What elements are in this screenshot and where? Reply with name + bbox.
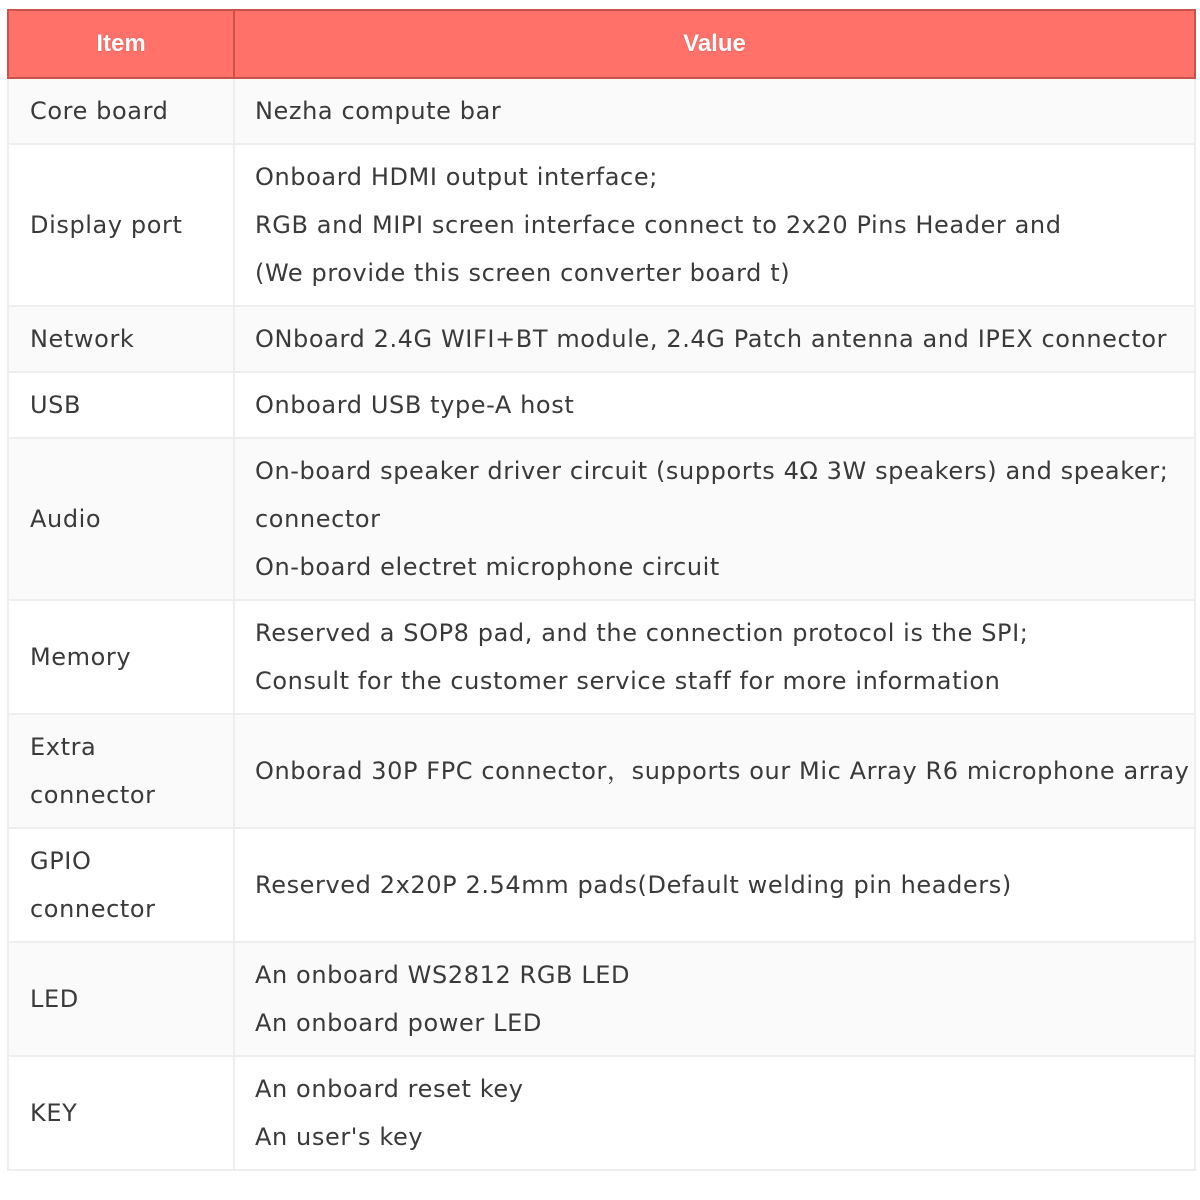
item-label: connector (30, 781, 156, 809)
header-row (8, 10, 1195, 78)
value-line: Nezha compute bar (255, 97, 502, 125)
item-cell (8, 714, 234, 828)
value-line: An onboard WS2812 RGB LED (255, 961, 631, 989)
item-label: connector (30, 895, 156, 923)
table-row (8, 1056, 1195, 1170)
value-cell (234, 600, 1195, 714)
value-line: Reserved a SOP8 pad, and the connection protocol is the SPI; (255, 619, 1029, 647)
value-line: Onboard HDMI output interface; (255, 163, 658, 191)
item-label: USB (30, 391, 82, 419)
item-label: Display port (30, 211, 183, 239)
table-row (8, 144, 1195, 306)
value-line: Onboard USB type-A host (255, 391, 575, 419)
table-header (8, 10, 1195, 78)
item-label: Memory (30, 643, 132, 671)
value-cell (234, 372, 1195, 438)
item-cell (8, 600, 234, 714)
spec-table-container (7, 9, 1194, 1171)
item-label: Core board (30, 97, 169, 125)
value-cell (234, 828, 1195, 942)
value-line: An onboard reset key (255, 1075, 524, 1103)
value-line: Onborad 30P FPC connector，supports our Mic Array R6 microphone array (255, 757, 1190, 785)
value-line: connector (255, 505, 381, 533)
value-line: Reserved 2x20P 2.54mm pads(Default welding pin headers) (255, 871, 1012, 899)
value-line: (We provide this screen converter board t) (255, 259, 791, 287)
value-cell (234, 438, 1195, 600)
value-line: RGB and MIPI screen interface connect to 2x20 Pins Header and (255, 211, 1062, 239)
header-item: Item (8, 10, 234, 78)
value-line: On-board speaker driver circuit (supports 4Ω 3W speakers) and speaker; (255, 457, 1169, 485)
value-line: An onboard power LED (255, 1009, 542, 1037)
item-label: KEY (30, 1099, 78, 1127)
spec-table (7, 9, 1196, 1171)
value-cell (234, 942, 1195, 1056)
item-cell (8, 372, 234, 438)
item-label: Audio (30, 505, 102, 533)
item-cell (8, 78, 234, 144)
item-cell (8, 144, 234, 306)
item-label: Extra (30, 733, 97, 761)
table-body (8, 78, 1195, 1170)
table-row (8, 600, 1195, 714)
item-cell (8, 942, 234, 1056)
table-row (8, 942, 1195, 1056)
item-label: LED (30, 985, 79, 1013)
table-row (8, 306, 1195, 372)
table-row (8, 714, 1195, 828)
table-row (8, 438, 1195, 600)
value-cell (234, 714, 1195, 828)
table-row (8, 78, 1195, 144)
item-label: GPIO (30, 847, 92, 875)
table-row (8, 372, 1195, 438)
item-cell (8, 828, 234, 942)
value-cell (234, 144, 1195, 306)
item-cell (8, 438, 234, 600)
table-row (8, 828, 1195, 942)
header-value: Value (234, 10, 1195, 78)
value-cell (234, 306, 1195, 372)
value-cell (234, 78, 1195, 144)
value-line: ONboard 2.4G WIFI+BT module, 2.4G Patch antenna and IPEX connector (255, 325, 1168, 353)
item-label: Network (30, 325, 135, 353)
value-line: An user's key (255, 1123, 424, 1151)
item-cell (8, 1056, 234, 1170)
value-line: On-board electret microphone circuit (255, 553, 720, 581)
item-cell (8, 306, 234, 372)
value-line: Consult for the customer service staff for more information (255, 667, 1001, 695)
value-cell (234, 1056, 1195, 1170)
